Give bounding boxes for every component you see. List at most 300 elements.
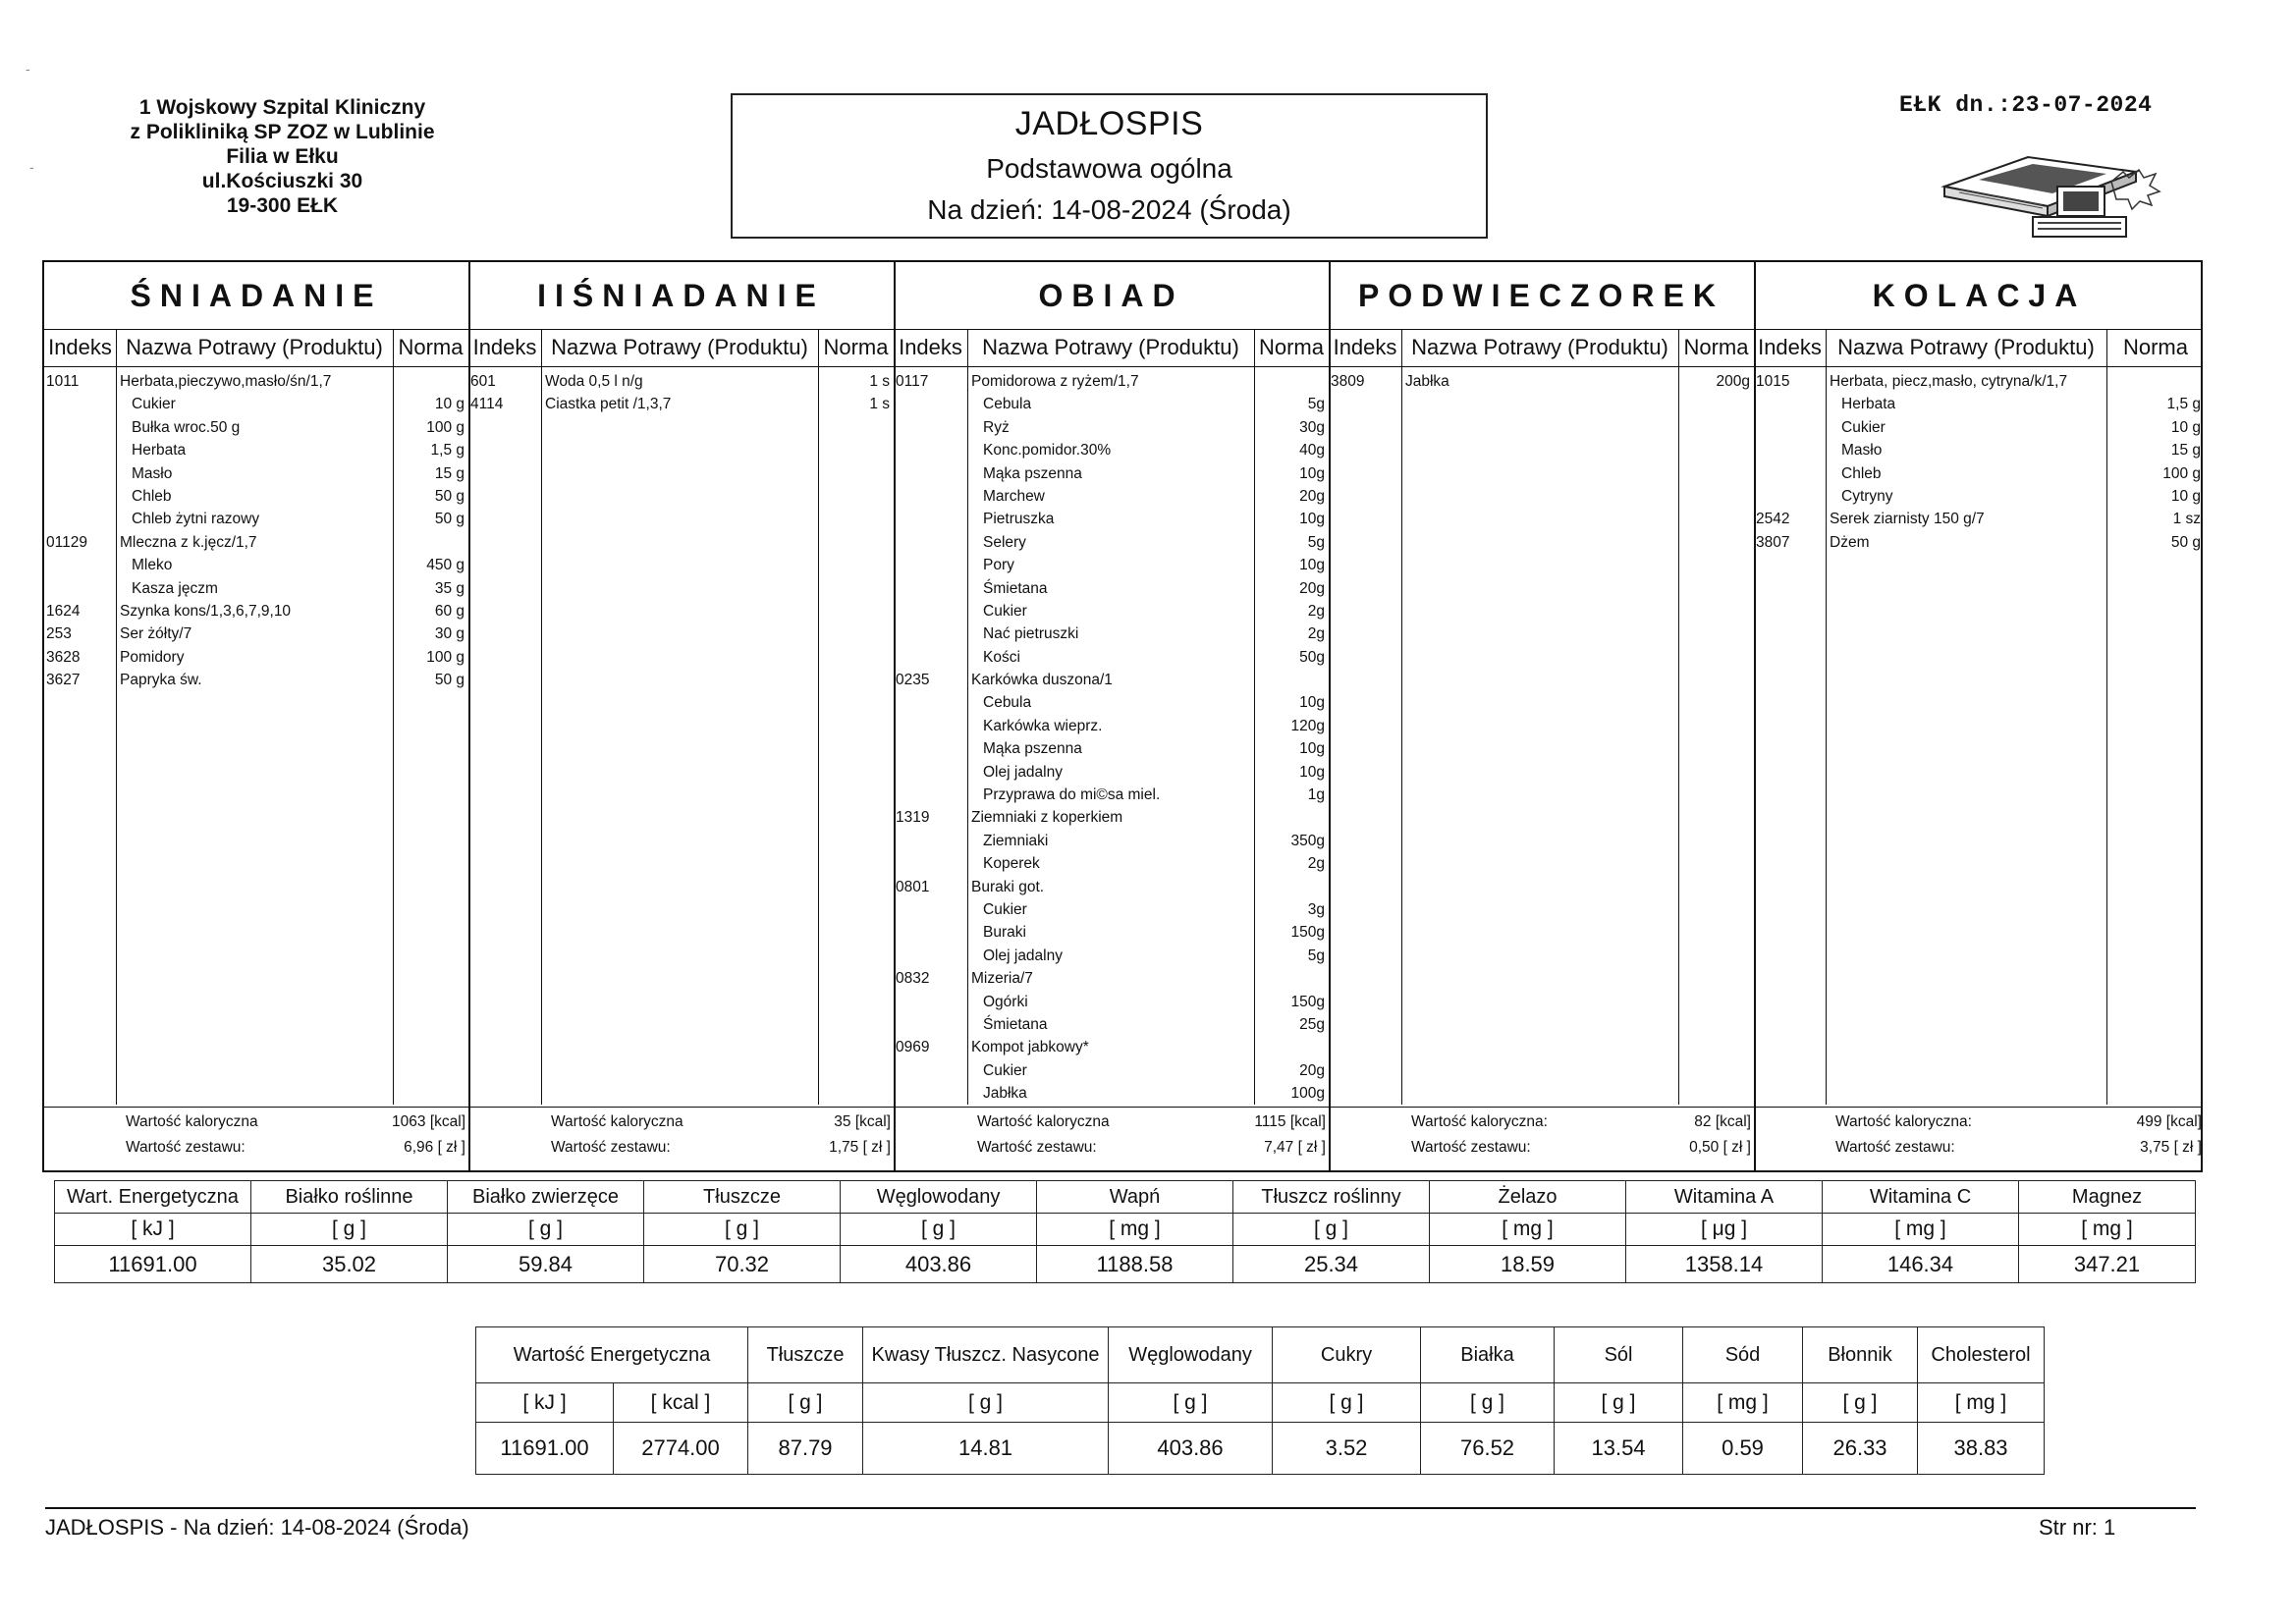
row-product-name: Szynka kons/1,3,6,7,9,10 xyxy=(120,602,292,620)
nutrient-value: 11691.00 xyxy=(55,1246,251,1283)
nutrient-row-values xyxy=(55,1246,2196,1283)
nutrient-header: Tłuszcze xyxy=(644,1181,841,1214)
table-row xyxy=(44,531,468,554)
meal-title-kolacja: KOLACJA xyxy=(1872,278,2087,313)
institution-line: ul.Kościuszki 30 xyxy=(201,170,363,192)
nutrient-unit: [ g ] xyxy=(1109,1383,1273,1423)
nutrient-header: Cholesterol xyxy=(1918,1327,2045,1383)
row-product-name: Dżem xyxy=(1830,533,1870,551)
nutrient-header: Sól xyxy=(1555,1327,1683,1383)
row-norm: 2g xyxy=(1307,855,1325,873)
table-row xyxy=(44,622,468,645)
table-row xyxy=(894,784,1329,806)
column-header-norm: Norma xyxy=(398,335,464,359)
row-norm: 100 g xyxy=(426,648,465,666)
row-index: 0832 xyxy=(896,970,930,988)
table-row xyxy=(894,439,1329,461)
table-row xyxy=(894,416,1329,439)
table-row xyxy=(1754,370,2205,393)
column-header-norm: Norma xyxy=(823,335,889,359)
row-norm: 10 g xyxy=(2170,487,2201,505)
row-product-name: Cukier xyxy=(132,396,176,413)
cost-label: Wartość zestawu: xyxy=(1835,1139,1955,1156)
row-norm: 1 sz xyxy=(2172,511,2201,528)
nutrient-row-values xyxy=(476,1423,2045,1475)
row-product-name: Śmietana xyxy=(983,1015,1048,1033)
nutrient-value: 0.59 xyxy=(1683,1423,1803,1475)
page-number: Str nr: 1 xyxy=(2039,1515,2116,1540)
meal-title-ii-sniadanie: IIŚNIADANIE xyxy=(537,278,825,313)
nutrient-header: Węglowodany xyxy=(841,1181,1037,1214)
meal-summary-podwieczorek xyxy=(1329,1110,1754,1169)
row-product-name: Mąka pszenna xyxy=(983,740,1082,758)
meal-rows-podwieczorek xyxy=(1329,370,1754,393)
row-norm: 100g xyxy=(1290,1085,1325,1103)
row-product-name: Olej jadalny xyxy=(983,947,1063,964)
table-row xyxy=(1329,370,1754,393)
nutrient-unit: [ mg ] xyxy=(1037,1214,1233,1246)
institution-line: Filia w Ełku xyxy=(226,145,339,168)
nutrient-value: 18.59 xyxy=(1430,1246,1626,1283)
row-product-name: Kasza jęczm xyxy=(132,579,218,597)
nutrient-header: Wartość Energetyczna xyxy=(476,1327,748,1383)
meal-title-podwieczorek: PODWIECZOREK xyxy=(1358,278,1724,313)
row-norm: 100 g xyxy=(2162,464,2201,482)
nutrient-value: 1358.14 xyxy=(1626,1246,1823,1283)
scan-mark: ‑ xyxy=(26,61,30,77)
row-norm: 30g xyxy=(1299,418,1325,436)
row-product-name: Cukier xyxy=(983,900,1027,918)
row-product-name: Cukier xyxy=(1841,418,1886,436)
row-norm: 10 g xyxy=(434,396,465,413)
table-row xyxy=(894,531,1329,554)
nutrient-value: 26.33 xyxy=(1803,1423,1918,1475)
nutrient-unit: [ mg ] xyxy=(1823,1214,2019,1246)
table-row xyxy=(894,577,1329,600)
row-product-name: Nać pietruszki xyxy=(983,625,1079,643)
row-index: 01129 xyxy=(46,533,87,551)
cost-value: 6,96 [ zł ] xyxy=(404,1139,465,1156)
row-norm: 15 g xyxy=(2170,442,2201,460)
cost-label: Wartość zestawu: xyxy=(977,1139,1097,1156)
row-product-name: Herbata xyxy=(132,442,187,460)
row-product-name: Mizeria/7 xyxy=(971,970,1033,988)
table-row xyxy=(44,646,468,669)
row-product-name: Cukier xyxy=(983,602,1027,620)
table-row xyxy=(894,876,1329,898)
table-row xyxy=(894,761,1329,784)
table-row xyxy=(44,669,468,691)
nutrient-unit: [ g ] xyxy=(1273,1383,1421,1423)
nutrient-value: 11691.00 xyxy=(476,1423,614,1475)
calorie-label: Wartość kaloryczna: xyxy=(1835,1113,1972,1130)
row-norm: 1,5 g xyxy=(430,442,465,460)
table-row xyxy=(894,1036,1329,1058)
meal-title-obiad: OBIAD xyxy=(1038,278,1184,313)
row-product-name: Selery xyxy=(983,533,1026,551)
row-index: 0969 xyxy=(896,1039,930,1056)
nutrient-unit: [ μg ] xyxy=(1626,1214,1823,1246)
row-norm: 50 g xyxy=(434,511,465,528)
row-product-name: Masło xyxy=(1841,442,1883,460)
institution-line: z Polikliniką SP ZOZ w Lublinie xyxy=(130,121,435,143)
table-row xyxy=(894,622,1329,645)
nutrient-value: 70.32 xyxy=(644,1246,841,1283)
table-row xyxy=(894,669,1329,691)
footer-title: JADŁOSPIS - Na dzień: 14-08-2024 (Środa) xyxy=(45,1515,469,1540)
cost-value: 3,75 [ zł ] xyxy=(2140,1139,2202,1156)
table-row xyxy=(894,945,1329,967)
nutrient-header: Białka xyxy=(1421,1327,1555,1383)
row-product-name: Herbata, piecz,masło, cytryna/k/1,7 xyxy=(1830,373,2068,390)
nutrient-value: 2774.00 xyxy=(614,1423,748,1475)
column-header-index: Indeks xyxy=(1333,335,1397,359)
calorie-value: 1063 [kcal] xyxy=(392,1113,465,1130)
row-norm: 5g xyxy=(1307,533,1325,551)
nutrient-row-headers xyxy=(476,1327,2045,1383)
row-index: 3807 xyxy=(1756,533,1790,551)
calorie-label: Wartość kaloryczna xyxy=(551,1113,683,1130)
institution-line: 1 Wojskowy Szpital Kliniczny xyxy=(138,96,426,119)
row-index: 0801 xyxy=(896,878,930,895)
meal-rows-sniadanie xyxy=(44,370,468,691)
nutrient-unit: [ mg ] xyxy=(1430,1214,1626,1246)
table-row xyxy=(894,806,1329,829)
row-product-name: Przyprawa do mi©sa miel. xyxy=(983,786,1161,804)
footer-rule xyxy=(45,1507,2196,1509)
table-row xyxy=(1754,462,2205,485)
meal-rows-ii-sniadanie xyxy=(468,370,894,416)
table-row xyxy=(894,1059,1329,1082)
nutrient-header: Białko roślinne xyxy=(251,1181,448,1214)
table-row xyxy=(44,600,468,622)
calorie-value: 35 [kcal] xyxy=(834,1113,891,1130)
row-norm: 1,5 g xyxy=(2166,396,2201,413)
meal-title-sniadanie: ŚNIADANIE xyxy=(130,278,383,313)
row-norm: 25g xyxy=(1299,1015,1325,1033)
row-norm: 50 g xyxy=(2170,533,2201,551)
row-norm: 150g xyxy=(1290,993,1325,1010)
row-product-name: Koperek xyxy=(983,855,1040,873)
row-product-name: Mąka pszenna xyxy=(983,464,1082,482)
nutrient-header: Wapń xyxy=(1037,1181,1233,1214)
table-row xyxy=(44,577,468,600)
nutrient-header: Tłuszcz roślinny xyxy=(1233,1181,1430,1214)
table-row xyxy=(894,967,1329,990)
row-norm: 5g xyxy=(1307,396,1325,413)
row-product-name: Konc.pomidor.30% xyxy=(983,442,1112,460)
nutrient-unit: [ kJ ] xyxy=(476,1383,614,1423)
nutrient-table-2 xyxy=(475,1326,2045,1475)
row-norm: 10g xyxy=(1299,557,1325,574)
scan-mark: ‑ xyxy=(29,159,34,175)
nutrient-unit: [ mg ] xyxy=(2019,1214,2196,1246)
row-index: 3627 xyxy=(46,672,81,689)
row-product-name: Serek ziarnisty 150 g/7 xyxy=(1830,511,1985,528)
row-product-name: Śmietana xyxy=(983,579,1048,597)
row-product-name: Karkówka wieprz. xyxy=(983,717,1103,734)
table-row xyxy=(894,898,1329,921)
nutrient-value: 1188.58 xyxy=(1037,1246,1233,1283)
nutrient-value: 35.02 xyxy=(251,1246,448,1283)
table-row xyxy=(894,462,1329,485)
table-row xyxy=(44,393,468,415)
row-norm: 1 s xyxy=(869,396,890,413)
nutrient-header: Sód xyxy=(1683,1327,1803,1383)
column-header-index: Indeks xyxy=(48,335,112,359)
diet-name: Podstawowa ogólna xyxy=(986,153,1232,184)
row-norm: 3g xyxy=(1307,900,1325,918)
row-index: 4114 xyxy=(470,396,504,413)
row-index: 2542 xyxy=(1756,511,1790,528)
row-index: 0117 xyxy=(896,373,929,390)
row-index: 1011 xyxy=(46,373,80,390)
row-norm: 40g xyxy=(1299,442,1325,460)
table-row xyxy=(44,485,468,508)
table-row xyxy=(894,554,1329,576)
nutrient-header: Witamina A xyxy=(1626,1181,1823,1214)
table-row xyxy=(1754,485,2205,508)
nutrient-unit: [ g ] xyxy=(841,1214,1037,1246)
row-norm: 1 s xyxy=(869,373,890,390)
menu-date: Na dzień: 14-08-2024 (Środa) xyxy=(927,194,1291,225)
table-row xyxy=(894,600,1329,622)
table-row xyxy=(894,852,1329,875)
row-product-name: Kości xyxy=(983,648,1020,666)
nutrient-row-units xyxy=(476,1383,2045,1423)
row-norm: 10g xyxy=(1299,694,1325,712)
row-product-name: Marchew xyxy=(983,487,1045,505)
nutrient-row-units xyxy=(55,1214,2196,1246)
nutrient-value: 146.34 xyxy=(1823,1246,2019,1283)
row-product-name: Ser żółty/7 xyxy=(120,625,192,643)
cost-label: Wartość zestawu: xyxy=(126,1139,246,1156)
row-index: 3809 xyxy=(1331,373,1365,390)
row-product-name: Ziemniaki xyxy=(983,832,1049,849)
table-row xyxy=(1754,531,2205,554)
table-row xyxy=(44,554,468,576)
row-norm: 50 g xyxy=(434,487,465,505)
table-row xyxy=(894,691,1329,714)
row-norm: 35 g xyxy=(434,579,465,597)
row-norm: 10g xyxy=(1299,740,1325,758)
row-index: 1015 xyxy=(1756,373,1790,390)
nutrient-unit: [ g ] xyxy=(644,1214,841,1246)
menu-table xyxy=(42,260,2203,1172)
nutrient-unit: [ mg ] xyxy=(1683,1383,1803,1423)
row-norm: 200g xyxy=(1716,373,1750,390)
nutrient-unit: [ g ] xyxy=(1555,1383,1683,1423)
nutrient-header: Magnez xyxy=(2019,1181,2196,1214)
table-row xyxy=(44,508,468,530)
title-box xyxy=(731,93,1488,239)
row-product-name: Karkówka duszona/1 xyxy=(971,672,1113,689)
cost-value: 0,50 [ zł ] xyxy=(1689,1139,1751,1156)
nutrient-unit: [ kJ ] xyxy=(55,1214,251,1246)
row-norm: 2g xyxy=(1307,625,1325,643)
nutrient-value: 87.79 xyxy=(748,1423,863,1475)
row-product-name: Jabłka xyxy=(983,1085,1027,1103)
row-product-name: Ogórki xyxy=(983,993,1028,1010)
row-norm: 10g xyxy=(1299,763,1325,781)
table-row xyxy=(894,393,1329,415)
row-norm: 20g xyxy=(1299,1061,1325,1079)
cost-label: Wartość zestawu: xyxy=(1411,1139,1531,1156)
nutrient-value: 38.83 xyxy=(1918,1423,2045,1475)
table-row xyxy=(894,1082,1329,1105)
row-norm: 20g xyxy=(1299,579,1325,597)
table-row xyxy=(894,370,1329,393)
book-computer-clipart-icon xyxy=(1940,142,2165,245)
row-norm: 120g xyxy=(1290,717,1325,734)
table-row xyxy=(1754,416,2205,439)
row-product-name: Papryka św. xyxy=(120,672,202,689)
calorie-label: Wartość kaloryczna: xyxy=(1411,1113,1548,1130)
row-index: 3628 xyxy=(46,648,81,666)
nutrient-value: 25.34 xyxy=(1233,1246,1430,1283)
table-row xyxy=(44,462,468,485)
column-header-norm: Norma xyxy=(2122,335,2188,359)
row-norm: 350g xyxy=(1290,832,1325,849)
table-row xyxy=(44,416,468,439)
row-norm: 30 g xyxy=(434,625,465,643)
nutrient-header: Białko zwierzęce xyxy=(448,1181,644,1214)
table-row xyxy=(894,715,1329,737)
cost-value: 7,47 [ zł ] xyxy=(1264,1139,1326,1156)
row-product-name: Ziemniaki z koperkiem xyxy=(971,809,1123,827)
nutrient-unit: [ g ] xyxy=(748,1383,863,1423)
cost-label: Wartość zestawu: xyxy=(551,1139,671,1156)
table-row xyxy=(468,393,894,415)
row-norm: 150g xyxy=(1290,924,1325,942)
row-product-name: Ciastka petit /1,3,7 xyxy=(545,396,672,413)
table-row xyxy=(1754,508,2205,530)
nutrient-value: 76.52 xyxy=(1421,1423,1555,1475)
row-norm: 50 g xyxy=(434,672,465,689)
row-product-name: Olej jadalny xyxy=(983,763,1063,781)
nutrient-header: Witamina C xyxy=(1823,1181,2019,1214)
table-row xyxy=(894,485,1329,508)
table-row xyxy=(468,370,894,393)
meal-rows-obiad xyxy=(894,370,1329,1106)
nutrient-header: Żelazo xyxy=(1430,1181,1626,1214)
nutrient-value: 3.52 xyxy=(1273,1423,1421,1475)
nutrient-header: Węglowodany xyxy=(1109,1327,1273,1383)
table-row xyxy=(894,1013,1329,1036)
column-header-name: Nazwa Potrawy (Produktu) xyxy=(1837,335,2095,359)
calorie-label: Wartość kaloryczna xyxy=(977,1113,1110,1130)
row-norm: 5g xyxy=(1307,947,1325,964)
meal-summary-obiad xyxy=(894,1110,1329,1169)
row-norm: 10g xyxy=(1299,464,1325,482)
nutrient-header: Tłuszcze xyxy=(748,1327,863,1383)
nutrient-unit: [ g ] xyxy=(1421,1383,1555,1423)
table-row xyxy=(894,991,1329,1013)
row-product-name: Chleb xyxy=(132,487,172,505)
meal-summary-sniadanie xyxy=(44,1110,468,1169)
row-product-name: Chleb żytni razowy xyxy=(132,511,260,528)
row-index: 0235 xyxy=(896,672,930,689)
row-norm: 1g xyxy=(1307,786,1325,804)
row-norm: 450 g xyxy=(426,557,465,574)
column-header-norm: Norma xyxy=(1683,335,1749,359)
row-norm: 15 g xyxy=(434,464,465,482)
row-product-name: Mleko xyxy=(132,557,173,574)
row-product-name: Buraki got. xyxy=(971,878,1045,895)
nutrient-header: Kwasy Tłuszcz. Nasycone xyxy=(863,1327,1109,1383)
nutrient-unit: [ g ] xyxy=(448,1214,644,1246)
row-product-name: Herbata xyxy=(1841,396,1896,413)
calorie-label: Wartość kaloryczna xyxy=(126,1113,258,1130)
nutrient-unit: [ g ] xyxy=(1233,1214,1430,1246)
row-product-name: Chleb xyxy=(1841,464,1882,482)
nutrient-table-1 xyxy=(54,1180,2196,1283)
row-norm: 50g xyxy=(1299,648,1325,666)
row-product-name: Pietruszka xyxy=(983,511,1055,528)
row-product-name: Herbata,pieczywo,masło/śn/1,7 xyxy=(120,373,332,390)
row-product-name: Pomidorowa z ryżem/1,7 xyxy=(971,373,1139,390)
nutrient-unit: [ g ] xyxy=(863,1383,1109,1423)
table-row xyxy=(894,508,1329,530)
meal-summary-kolacja xyxy=(1754,1110,2205,1169)
table-row xyxy=(894,737,1329,760)
nutrient-value: 403.86 xyxy=(841,1246,1037,1283)
row-index: 601 xyxy=(470,373,496,390)
row-product-name: Cukier xyxy=(983,1061,1027,1079)
column-header-norm: Norma xyxy=(1258,335,1324,359)
nutrient-header: Błonnik xyxy=(1803,1327,1918,1383)
table-row xyxy=(1754,439,2205,461)
column-header-index: Indeks xyxy=(472,335,537,359)
document-title: JADŁOSPIS xyxy=(1014,105,1204,142)
row-norm: 10 g xyxy=(2170,418,2201,436)
column-header-name: Nazwa Potrawy (Produktu) xyxy=(982,335,1239,359)
nutrient-header: Wart. Energetyczna xyxy=(55,1181,251,1214)
row-product-name: Jabłka xyxy=(1405,373,1449,390)
table-row xyxy=(1754,393,2205,415)
nutrient-value: 403.86 xyxy=(1109,1423,1273,1475)
row-norm: 10g xyxy=(1299,511,1325,528)
column-header-index: Indeks xyxy=(1758,335,1822,359)
nutrient-value: 59.84 xyxy=(448,1246,644,1283)
table-row xyxy=(894,646,1329,669)
nutrient-unit: [ kcal ] xyxy=(614,1383,748,1423)
calorie-value: 82 [kcal] xyxy=(1694,1113,1751,1130)
row-product-name: Cytryny xyxy=(1841,487,1893,505)
row-norm: 100 g xyxy=(426,418,465,436)
institution-line: 19-300 EŁK xyxy=(226,194,339,217)
nutrient-value: 347.21 xyxy=(2019,1246,2196,1283)
nutrient-value: 13.54 xyxy=(1555,1423,1683,1475)
cost-value: 1,75 [ zł ] xyxy=(829,1139,891,1156)
nutrient-value: 14.81 xyxy=(863,1423,1109,1475)
row-norm: 20g xyxy=(1299,487,1325,505)
row-product-name: Bułka wroc.50 g xyxy=(132,418,241,436)
row-index: 1624 xyxy=(46,602,81,620)
row-norm: 2g xyxy=(1307,602,1325,620)
row-index: 253 xyxy=(46,625,72,643)
row-product-name: Pory xyxy=(983,557,1014,574)
column-header-name: Nazwa Potrawy (Produktu) xyxy=(1411,335,1668,359)
row-product-name: Cebula xyxy=(983,396,1032,413)
nutrient-row-headers xyxy=(55,1181,2196,1214)
row-product-name: Pomidory xyxy=(120,648,185,666)
column-header-index: Indeks xyxy=(899,335,962,359)
row-norm: 60 g xyxy=(434,602,465,620)
nutrient-unit: [ g ] xyxy=(1803,1383,1918,1423)
row-product-name: Mleczna z k.jęcz/1,7 xyxy=(120,533,257,551)
column-header-name: Nazwa Potrawy (Produktu) xyxy=(551,335,808,359)
